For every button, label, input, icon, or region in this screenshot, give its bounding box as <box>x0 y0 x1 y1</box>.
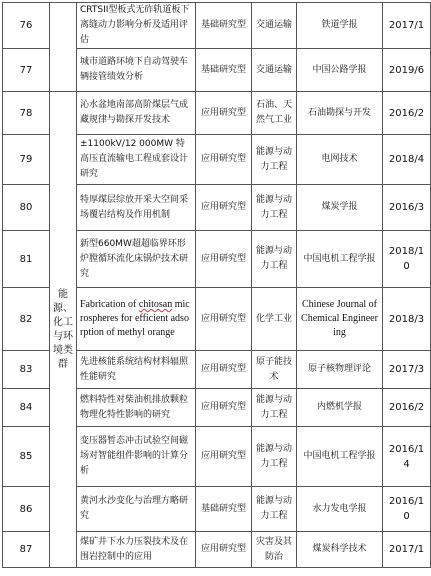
year-issue: 2016/2 <box>383 92 431 135</box>
journal: 水力发电学报 <box>297 487 383 532</box>
row-number: 85 <box>3 427 50 487</box>
year-issue: 2016/10 <box>383 487 431 532</box>
field: 能源与动力工程 <box>252 185 297 231</box>
year-issue: 2017/1 <box>383 532 431 568</box>
research-type: 应用研究型 <box>196 532 252 568</box>
row-number: 83 <box>3 351 50 389</box>
year-issue: 2017/3 <box>383 351 431 389</box>
paper-title: 煤矿井下水力压裂技术及在围岩控制中的应用 <box>77 532 196 568</box>
paper-title: 沁水盆地南部高阶煤层气成藏规律与勘探开发技术 <box>77 92 196 135</box>
field: 交通运输 <box>252 49 297 92</box>
year-issue: 2016/3 <box>383 185 431 231</box>
paper-title: 先进核能系统结构材料辐照性能研究 <box>77 351 196 389</box>
journal: 铁道学报 <box>297 3 383 49</box>
journal: 中国电机工程学报 <box>297 231 383 288</box>
field: 灾害及其防治 <box>252 532 297 568</box>
row-number: 82 <box>3 288 50 351</box>
paper-title: 变压器暂态冲击试验空间磁场对智能组件影响的计算分析 <box>77 427 196 487</box>
paper-title: 新型660MW超超临界环形炉膛循环流化床锅炉技术研究 <box>77 231 196 288</box>
paper-title: CRTSII型板式无砟轨道板下离缝动力影响分析及适用评估 <box>77 3 196 49</box>
research-type: 应用研究型 <box>196 135 252 185</box>
year-issue: 2019/6 <box>383 49 431 92</box>
field: 能源与动力工程 <box>252 427 297 487</box>
paper-title <box>77 288 196 351</box>
title-part: microspheres for efficient adsorption of methyl orange <box>80 299 190 338</box>
article-table <box>2 2 431 568</box>
row-number: 80 <box>3 185 50 231</box>
research-type: 基础研究型 <box>196 487 252 532</box>
field: 能源与动力工程 <box>252 487 297 532</box>
journal: 煤炭科学技术 <box>297 532 383 568</box>
research-type: 应用研究型 <box>196 389 252 427</box>
field: 石油、天然气工业 <box>252 92 297 135</box>
field: 能源与动力工程 <box>252 231 297 288</box>
journal: Chinese Journal of Chemical Engineering <box>297 288 383 351</box>
journal: 中国电机工程学报 <box>297 427 383 487</box>
row-number: 81 <box>3 231 50 288</box>
research-type: 基础研究型 <box>196 3 252 49</box>
research-type: 应用研究型 <box>196 185 252 231</box>
field: 能源与动力工程 <box>252 135 297 185</box>
row-number: 86 <box>3 487 50 532</box>
research-type: 应用研究型 <box>196 231 252 288</box>
journal: 电网技术 <box>297 135 383 185</box>
journal: 中国公路学报 <box>297 49 383 92</box>
paper-title: 燃料特性对柴油机排放颗粒物理化特性影响的研究 <box>77 389 196 427</box>
research-type: 应用研究型 <box>196 427 252 487</box>
paper-title: ±1100kV/12 000MW 特高压直流输电工程成套设计研究 <box>77 135 196 185</box>
research-type: 应用研究型 <box>196 92 252 135</box>
year-issue: 2017/1 <box>383 3 431 49</box>
title-part: Fabrication of <box>80 299 139 310</box>
research-type: 基础研究型 <box>196 49 252 92</box>
field: 能源与动力工程 <box>252 389 297 427</box>
paper-title: 城市道路环境下自动驾驶车辆接管绩效分析 <box>77 49 196 92</box>
research-type: 应用研究型 <box>196 288 252 351</box>
year-issue: 2018/3 <box>383 288 431 351</box>
row-number: 76 <box>3 3 50 49</box>
year-issue: 2018/10 <box>383 231 431 288</box>
journal: 内燃机学报 <box>297 389 383 427</box>
field: 原子能技术 <box>252 351 297 389</box>
year-issue: 2016/14 <box>383 427 431 487</box>
journal: 石油勘探与开发 <box>297 92 383 135</box>
paper-title: 黄河水沙变化与治理方略研究 <box>77 487 196 532</box>
field: 交通运输 <box>252 3 297 49</box>
table-row <box>3 3 431 49</box>
row-number: 79 <box>3 135 50 185</box>
category-label: 能源、化工与环境类群 <box>50 92 77 568</box>
category-cell-empty <box>50 3 77 92</box>
row-number: 77 <box>3 49 50 92</box>
row-number: 87 <box>3 532 50 568</box>
table-row <box>3 92 431 135</box>
journal: 原子核物理评论 <box>297 351 383 389</box>
year-issue: 2016/2 <box>383 389 431 427</box>
paper-title: 特厚煤层综放开采大空间采场覆岩结构及作用机制 <box>77 185 196 231</box>
research-type: 应用研究型 <box>196 351 252 389</box>
year-issue: 2018/4 <box>383 135 431 185</box>
row-number: 84 <box>3 389 50 427</box>
title-spell-flagged-word: chitosan <box>138 299 173 310</box>
field: 化学工业 <box>252 288 297 351</box>
journal: 煤炭学报 <box>297 185 383 231</box>
row-number: 78 <box>3 92 50 135</box>
